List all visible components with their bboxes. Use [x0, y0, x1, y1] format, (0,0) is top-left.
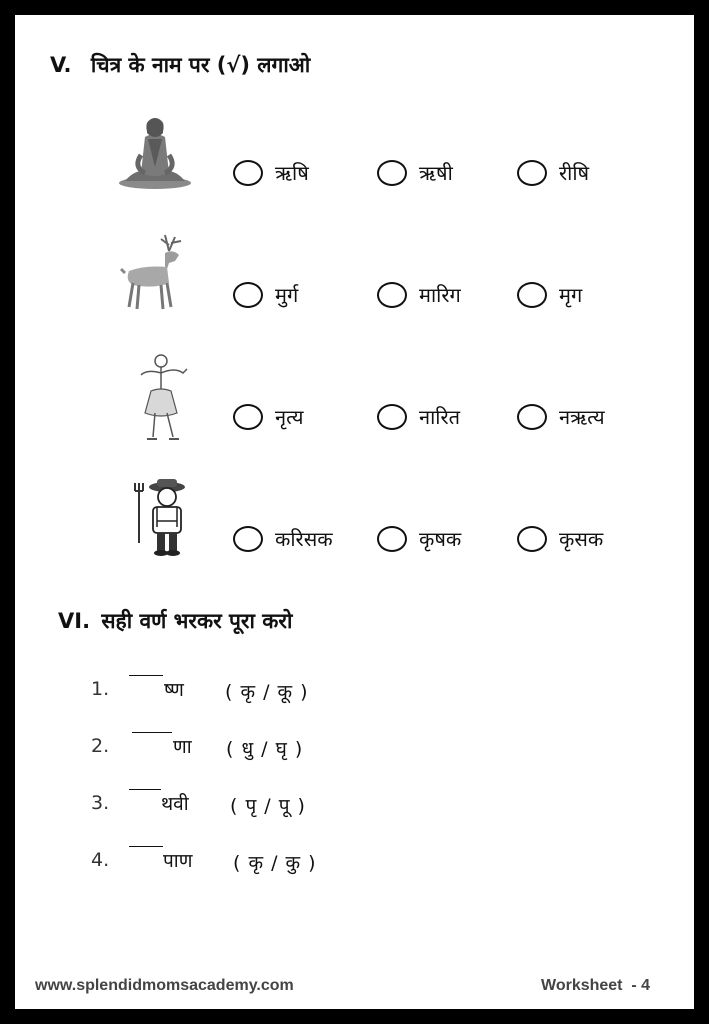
option-label: मारिग: [419, 283, 461, 307]
option-label: ऋषि: [275, 161, 309, 185]
radio-circle[interactable]: [517, 526, 547, 552]
radio-circle[interactable]: [233, 160, 263, 186]
item-number: 1.: [91, 678, 110, 700]
radio-circle[interactable]: [517, 282, 547, 308]
radio-circle[interactable]: [377, 282, 407, 308]
option-label: ऋषी: [419, 161, 453, 185]
radio-circle[interactable]: [233, 282, 263, 308]
section-6-number: VI.: [58, 609, 91, 633]
option-4-1[interactable]: [233, 525, 333, 552]
option-3-2[interactable]: [377, 403, 460, 430]
option-3-3[interactable]: [517, 403, 605, 430]
farmer-icon: [131, 477, 193, 559]
dancer-icon: [133, 351, 193, 446]
item-number: 2.: [91, 735, 110, 757]
picture-row-2: [15, 233, 694, 333]
option-label: कृषक: [419, 527, 462, 551]
option-label: नऋत्य: [559, 405, 605, 429]
worksheet-page: [15, 15, 694, 1009]
option-4-3[interactable]: [517, 525, 603, 552]
option-3-1[interactable]: [233, 403, 304, 430]
option-label: मुर्ग: [275, 283, 299, 307]
choices: ( कृ / कू ): [225, 681, 309, 703]
radio-circle[interactable]: [377, 160, 407, 186]
answer-blank[interactable]: [129, 675, 163, 676]
deer-icon: [115, 233, 190, 313]
radio-circle[interactable]: [377, 404, 407, 430]
choices: ( पृ / पू ): [230, 795, 306, 817]
section-6-heading: [58, 607, 292, 635]
option-label: नारित: [419, 405, 461, 429]
option-4-2[interactable]: [377, 525, 461, 552]
word-fragment: णा: [173, 736, 192, 758]
option-label: करिसक: [275, 527, 333, 551]
answer-blank[interactable]: [129, 789, 161, 790]
section-5-title: चित्र के नाम पर (√) लगाओ: [90, 53, 311, 77]
picture-row-3: [15, 351, 694, 451]
option-label: कृसक: [559, 527, 604, 551]
radio-circle[interactable]: [377, 526, 407, 552]
option-label: मृग: [559, 283, 583, 307]
option-2-2[interactable]: [377, 281, 461, 308]
item-number: 3.: [91, 792, 110, 814]
word-fragment: थवी: [161, 793, 189, 815]
option-2-1[interactable]: [233, 281, 298, 308]
choices: ( धु / घृ ): [226, 738, 304, 760]
picture-row-1: [15, 111, 694, 211]
section-6-title: सही वर्ण भरकर पूरा करो: [101, 609, 293, 633]
answer-blank[interactable]: [129, 846, 163, 847]
option-1-3[interactable]: [517, 159, 589, 186]
option-2-3[interactable]: [517, 281, 582, 308]
option-label: नृत्य: [275, 405, 304, 429]
section-5-heading: [50, 51, 310, 79]
item-number: 4.: [91, 849, 110, 871]
word-fragment: पाण: [163, 850, 193, 872]
radio-circle[interactable]: [517, 404, 547, 430]
word-fragment: ष्ण: [164, 679, 184, 701]
footer-website: www.splendidmomsacademy.com: [35, 977, 294, 994]
picture-row-4: [15, 477, 694, 577]
radio-circle[interactable]: [233, 404, 263, 430]
sage-meditating-icon: [115, 111, 195, 191]
option-1-2[interactable]: [377, 159, 453, 186]
option-1-1[interactable]: [233, 159, 309, 186]
footer-worksheet: Worksheet - 4: [541, 977, 651, 994]
radio-circle[interactable]: [233, 526, 263, 552]
answer-blank[interactable]: [132, 732, 172, 733]
radio-circle[interactable]: [517, 160, 547, 186]
option-label: रीषि: [559, 161, 590, 185]
section-5-number: V.: [50, 53, 72, 77]
choices: ( कृ / कु ): [233, 852, 317, 874]
